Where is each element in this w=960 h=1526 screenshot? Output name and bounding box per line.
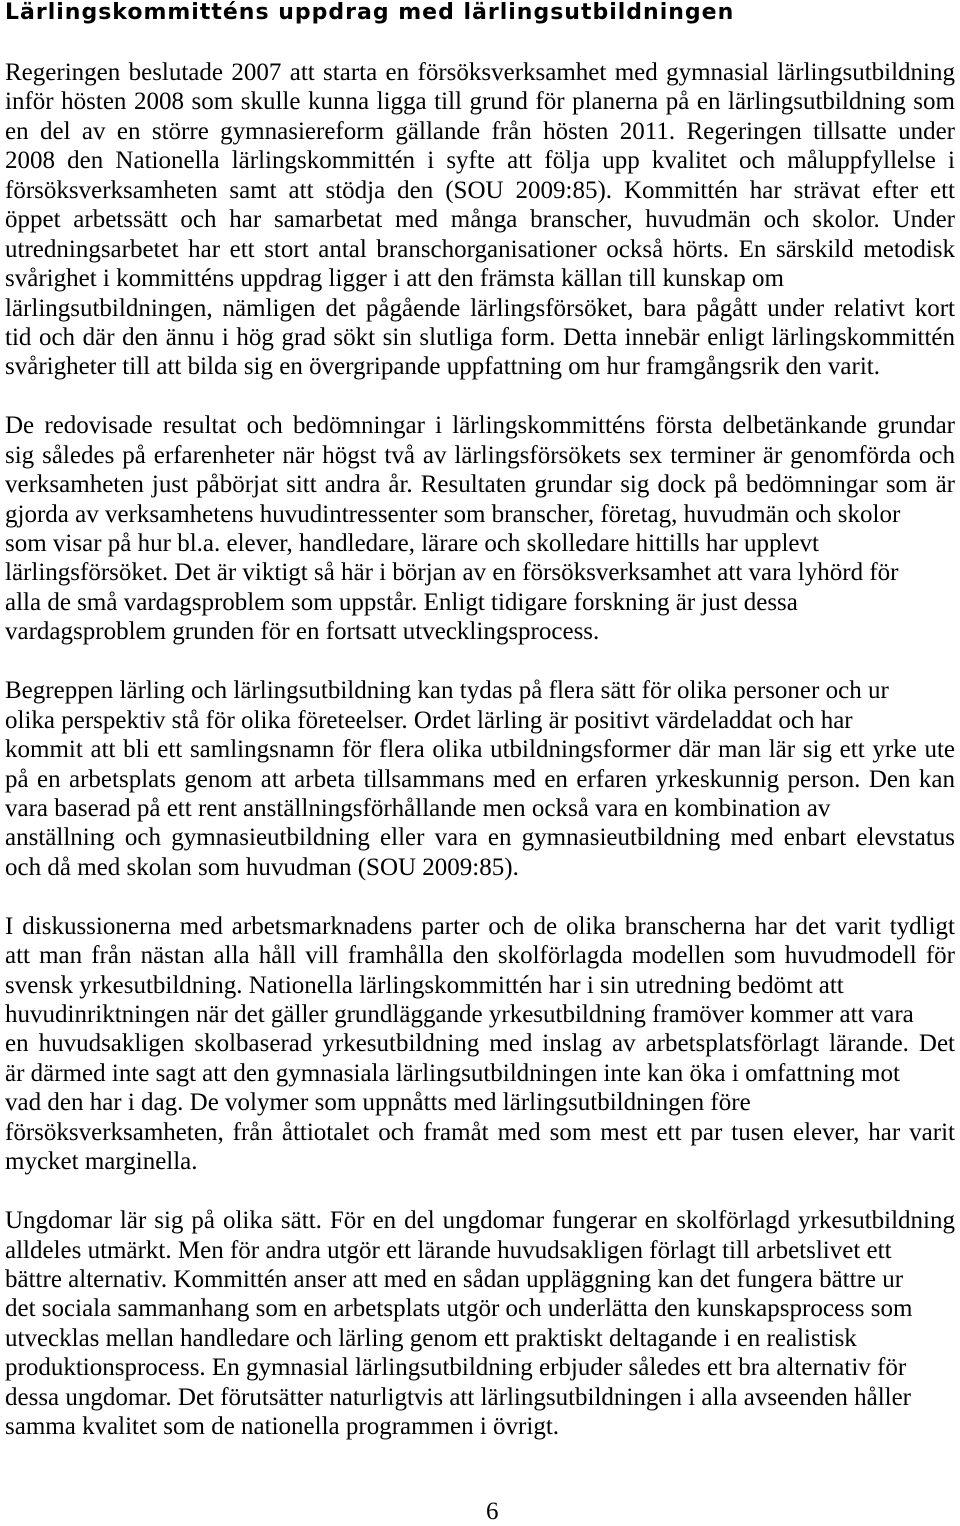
text-line: försöksverksamheten samt att stödja den (SOU 2009:85). Kommittén har strävat efter ett — [5, 176, 955, 204]
text-line: huvudinriktningen när det gäller grundläggande yrkesutbildning framöver kommer att vara — [5, 1001, 914, 1028]
paragraph-3 — [5, 676, 955, 882]
paragraph-5 — [5, 1206, 955, 1442]
text-line: vara baserad på ett rent anställningsförhållande men också vara en kombination av — [5, 794, 831, 822]
text-line: inför hösten 2008 som skulle kunna ligga till grund för planerna på en lärlingsutbildning som — [5, 88, 955, 116]
text-line: utredningsarbetet har ett stort antal branschorganisationer också hörts. En särskild metodisk — [5, 235, 955, 263]
text-line: verksamheten just påbörjat sitt andra år. Resultaten grundar sig dock på bedömningar som är — [5, 471, 955, 499]
text-line: 2008 den Nationella lärlingskommittén i syfte att följa upp kvalitet och måluppfyllelse i — [5, 147, 955, 175]
text-line: vad den har i dag. De volymer som uppnåtts med lärlingsutbildningen före — [5, 1089, 751, 1117]
text-line: bättre alternativ. Kommittén anser att med en sådan uppläggning kan det fungera bättre ur — [5, 1265, 904, 1293]
text-line: Begreppen lärling och lärlingsutbildning kan tydas på flera sätt för olika personer och ur — [5, 677, 889, 705]
page-number: 6 — [486, 1498, 499, 1525]
text-line: kommit att bli ett samlingsnamn för flera olika utbildningsformer där man lär sig ett yrke ute — [5, 736, 955, 764]
text-line: olika perspektiv stå för olika företeelser. Ordet lärling är positivt värdeladdat och har — [5, 706, 853, 734]
text-line: Ungdomar lär sig på olika sätt. För en del ungdomar fungerar en skolförlagd yrkesutbildning — [5, 1207, 955, 1235]
text-line: att man från nästan alla håll vill framhålla den skolförlagda modellen som huvudmodell för — [5, 942, 955, 970]
text-line: som visar på hur bl.a. elever, handledare, lärare och skolledare hittills har upplevt — [5, 530, 819, 557]
text-line: alldeles utmärkt. Men för andra utgör ett lärande huvudsakligen förlagt till arbetslivet ett — [5, 1236, 892, 1264]
text-line: De redovisade resultat och bedömningar i lärlingskommitténs första delbetänkande grundar — [5, 412, 955, 440]
text-line: dessa ungdomar. Det förutsätter naturligtvis att lärlingsutbildningen i alla avseenden håller — [5, 1383, 912, 1411]
text-line: och då med skolan som huvudman (SOU 2009:85). — [5, 853, 519, 881]
text-line: svårighet i kommitténs uppdrag ligger i att den främsta källan till kunskap om — [5, 265, 785, 293]
text-line: en del av en större gymnasiereform gällande från hösten 2011. Regeringen tillsatte under — [5, 117, 955, 145]
section-heading: Lärlingskommitténs uppdrag med lärlingsutbildningen — [5, 0, 735, 25]
text-line: I diskussionerna med arbetsmarknadens parter och de olika branscherna har det varit tydligt — [5, 912, 955, 940]
text-line: svårigheter till att bilda sig en övergripande uppfattning om hur framgångsrik den varit. — [5, 353, 880, 381]
text-line: sig således på erfarenheter när högst två av lärlingsförsökets sex terminer är genomförda och — [5, 441, 955, 469]
paragraph-2 — [5, 411, 955, 647]
text-line: produktionsprocess. En gymnasial lärlingsutbildning erbjuder således ett bra alternativ för — [5, 1354, 907, 1382]
text-line: försöksverksamheten, från åttiotalet och framåt med som mest ett par tusen elever, har varit — [5, 1118, 955, 1146]
text-line: Regeringen beslutade 2007 att starta en försöksverksamhet med gymnasial lärlingsutbildning — [5, 59, 955, 86]
text-line: vardagsproblem grunden för en fortsatt utvecklingsprocess. — [5, 618, 600, 646]
paragraph-4 — [5, 912, 955, 1177]
text-line: en huvudsakligen skolbaserad yrkesutbildning med inslag av arbetsplatsförlagt lärande. Det — [5, 1030, 955, 1058]
text-line: alla de små vardagsproblem som uppstår. Enligt tidigare forskning är just dessa — [5, 588, 798, 616]
text-line: anställning och gymnasieutbildning eller vara en gymnasieutbildning med enbart elevstatus — [5, 824, 955, 852]
text-line: lärlingsutbildningen, nämligen det pågående lärlingsförsöket, bara pågått under relativt kort — [5, 294, 955, 322]
text-line: öppet arbetssätt och har samarbetat med många branscher, huvudmän och skolor. Under — [5, 206, 955, 234]
text-line: är därmed inte sagt att den gymnasiala lärlingsutbildningen inte kan öka i omfattning mot — [5, 1059, 900, 1087]
text-line: det sociala sammanhang som en arbetsplats utgör och underlätta den kunskapsprocess som — [5, 1295, 913, 1323]
document-body — [5, 58, 955, 1471]
text-line: tid och där den ännu i hög grad sökt sin slutliga form. Detta innebär enligt lärlingskommittén — [5, 323, 955, 351]
text-line: på en arbetsplats genom att arbeta tillsammans med en erfaren yrkeskunnig person. Den kan — [5, 765, 955, 793]
text-line: samma kvalitet som de nationella programmen i övrigt. — [5, 1413, 560, 1441]
text-line: svensk yrkesutbildning. Nationella lärlingskommittén har i sin utredning bedömt att — [5, 971, 844, 999]
text-line: gjorda av verksamhetens huvudintressenter som branscher, företag, huvudmän och skolor — [5, 500, 901, 528]
text-line: mycket marginella. — [5, 1148, 198, 1176]
paragraph-1 — [5, 58, 955, 382]
text-line: utvecklas mellan handledare och lärling genom ett praktiskt deltagande i en realistisk — [5, 1324, 857, 1352]
text-line: lärlingsförsöket. Det är viktigt så här i början av en försöksverksamhet att vara lyhörd för — [5, 559, 899, 587]
